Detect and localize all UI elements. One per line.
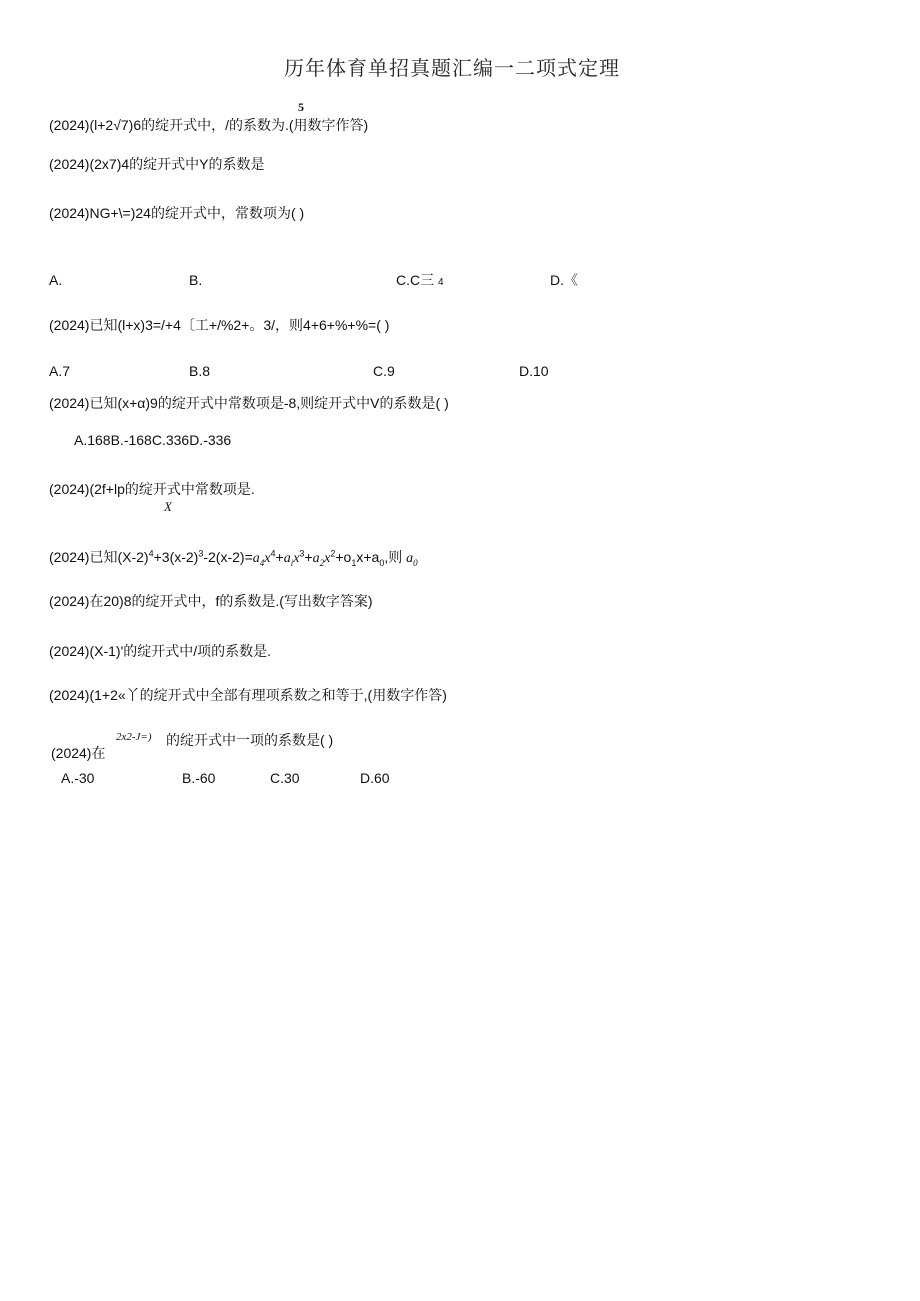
question-6: (2024)(2f+lp的绽开式中常数项是.	[49, 481, 255, 497]
q7-term-3: -2(x-2)=	[203, 549, 253, 565]
q7-x4: x	[264, 551, 271, 566]
q7-a2: a	[312, 551, 320, 566]
q7-a4-sub: 4	[259, 557, 265, 568]
q7-term-x: x+a	[356, 549, 380, 565]
q11-option-c: C.30	[270, 770, 300, 786]
q7-exp-3: 3	[198, 548, 204, 559]
q7-a3: a	[283, 551, 291, 566]
q7-a4: a	[252, 551, 260, 566]
question-11-prefix: (2024)在	[51, 745, 106, 761]
q5-options: A.168B.-168C.336D.-336	[74, 432, 232, 448]
q7-x2-exp: 2	[330, 548, 336, 559]
q7-plus-3: +o	[335, 549, 352, 565]
q4-option-a: A.7	[49, 363, 71, 379]
q7-term-2: +3(x-2)	[153, 549, 199, 565]
q7-a2-sub: 2	[319, 557, 325, 568]
q6-variable-below: X	[164, 499, 172, 514]
q3-option-b: B.	[189, 272, 203, 288]
page-title: 历年体育单招真题汇编一二项式定理	[284, 56, 620, 80]
q3-option-a: A.	[49, 272, 63, 288]
q11-option-a: A.-30	[61, 770, 95, 786]
q3-option-c-label: C.C三	[396, 272, 435, 288]
question-5: (2024)已知(x+α)9的绽开式中常数项是-8,则绽开式中V的系数是( )	[49, 395, 449, 411]
question-11-text: 的绽开式中一项的系数是( )	[166, 732, 334, 748]
question-9: (2024)(X-1)'的绽开式中/项的系数是.	[49, 643, 272, 659]
q4-option-b: B.8	[189, 363, 211, 379]
q7-x3: x	[293, 551, 300, 566]
q7-prefix: (2024)已知(X-2)	[49, 549, 149, 565]
q4-option-c: C.9	[373, 363, 395, 379]
question-3: (2024)NG+\=)24的绽开式中，常数项为( )	[49, 205, 305, 221]
q7-a0: a	[406, 551, 414, 566]
q7-plus-2: +	[304, 549, 313, 565]
q3-option-c	[396, 273, 444, 288]
q3-option-d: D.《	[550, 272, 578, 288]
q11-option-d: D.60	[360, 770, 390, 786]
q11-expression-fragment: 2x2-J=)	[116, 731, 152, 743]
q3-option-c-subscript: 4	[438, 277, 444, 288]
q7-a0-sub: 0	[379, 557, 385, 568]
q7-a0-b-sub: 0	[413, 557, 418, 568]
q4-option-d: D.10	[519, 363, 549, 379]
question-7	[49, 550, 418, 566]
question-2: (2024)(2x7)4的绽开式中Y的系数是	[49, 156, 265, 172]
q7-o1-sub: 1	[351, 557, 357, 568]
q1-superscript: 5	[298, 100, 304, 114]
q7-plus-1: +	[275, 549, 284, 565]
question-10: (2024)(1+2«丫的绽开式中全部有理项系数之和等于,(用数字作答)	[49, 687, 447, 703]
q7-x4-exp: 4	[270, 548, 276, 559]
question-1: (2024)(l+2√7)6的绽开式中，/的系数为.(用数字作答)	[49, 117, 369, 133]
q11-option-b: B.-60	[182, 770, 216, 786]
q7-tail: ,则	[384, 549, 403, 565]
q7-a3-sub: i	[290, 557, 294, 568]
q7-x2: x	[324, 551, 331, 566]
q7-x3-exp: 3	[299, 548, 305, 559]
question-8: (2024)在20)8的绽开式中，f的系数是.(写出数字答案)	[49, 593, 373, 609]
question-4: (2024)已知(l+x)3=/+4〔工+/%2+。3/，则4+6+%+%=( )	[49, 317, 390, 333]
q7-exp-4: 4	[148, 548, 154, 559]
